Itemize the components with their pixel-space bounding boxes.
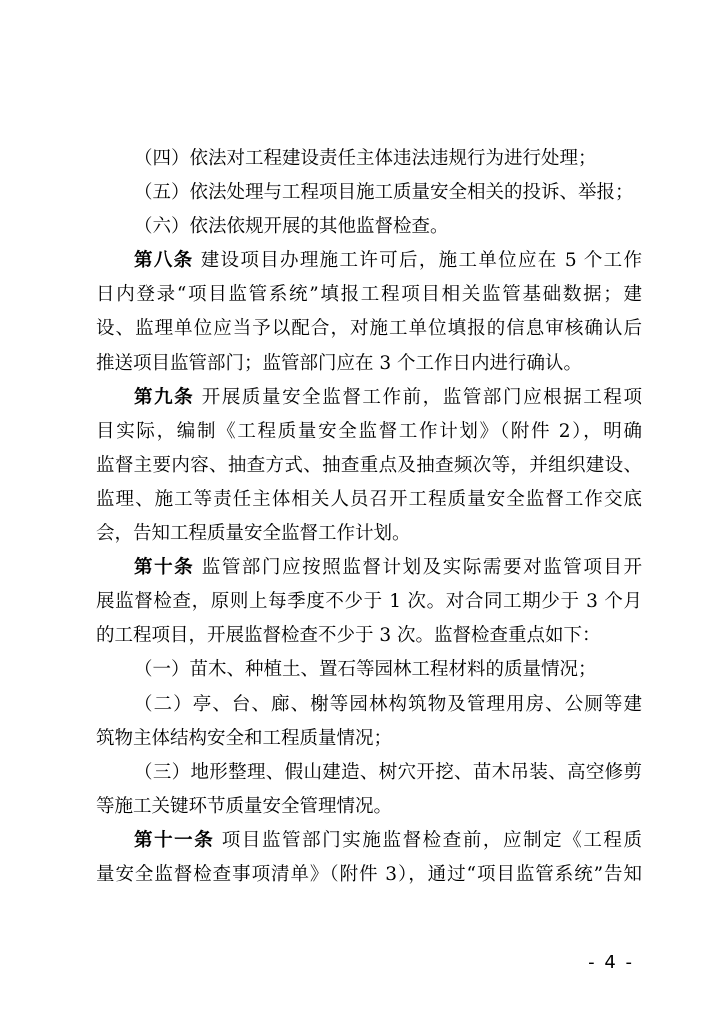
sub-item-2-line-2: 筑物主体结构安全和工程质量情况； [96,727,393,749]
article-11-label: 第十一条 [134,829,215,851]
sub-item-2-line-1: （二）亭、台、廊、榭等园林构筑物及管理用房、公厕等建 [134,693,642,715]
item-6: （六）依法依规开展的其他监督检查。 [134,216,449,238]
article-8-label: 第八条 [134,250,194,272]
item-5: （五）依法处理与工程项目施工质量安全相关的投诉、举报； [134,182,634,204]
article-11-text-1: 项目监管部门实施监督检查前，应制定《工程质 [214,829,642,851]
article-10-line-2: 展监督检查，原则上每季度不少于 1 次。对合同工期少于 3 个月 [96,591,642,613]
article-10-line-3: 的工程项目，开展监督检查不少于 3 次。监督检查重点如下： [96,625,601,647]
article-9-line-1 [96,381,642,415]
article-8-text-1: 建设项目办理施工许可后，施工单位应在 5 个工作 [193,250,642,272]
article-10-line-1 [96,551,642,585]
article-8-line-3: 设、监理单位应当予以配合，对施工单位填报的信息审核确认后 [96,318,642,340]
article-9-line-3: 监督主要内容、抽查方式、抽查重点及抽查频次等，并组织建设、 [96,454,642,476]
item-4: （四）依法对工程建设责任主体违法违规行为进行处理； [134,148,597,169]
article-8-line-2: 日内登录“项目监管系统”填报工程项目相关监管基础数据；建 [96,284,642,306]
sub-item-3-line-2: 等施工关键环节质量安全管理情况。 [96,795,393,817]
article-9-line-4: 监理、施工等责任主体相关人员召开工程质量安全监督工作交底 [96,488,642,510]
article-10-text-1: 监管部门应按照监督计划及实际需要对监管项目开 [194,557,642,579]
article-11-line-1 [96,824,642,858]
sub-item-1: （一）苗木、种植土、置石等园林工程材料的质量情况； [134,659,597,681]
article-9-text-1: 开展质量安全监督工作前，监管部门应根据工程项 [194,386,642,408]
article-10-label: 第十条 [134,557,195,579]
article-11-line-2: 量安全监督检查事项清单》（附件 3），通过“项目监管系统”告知 [96,863,642,885]
document-body [96,142,642,892]
article-8-line-4: 推送项目监管部门；监管部门应在 3 个工作日内进行确认。 [96,352,583,374]
article-9-line-5: 会，告知工程质量安全监督工作计划。 [96,523,411,545]
article-9-line-2: 目实际，编制《工程质量安全监督工作计划》（附件 2），明确 [96,420,642,442]
article-9-label: 第九条 [134,386,195,408]
page-number: - 4 - [588,952,634,973]
article-8-line-1 [96,244,642,278]
sub-item-3-line-1: （三）地形整理、假山建造、树穴开挖、苗木吊装、高空修剪 [134,761,642,783]
